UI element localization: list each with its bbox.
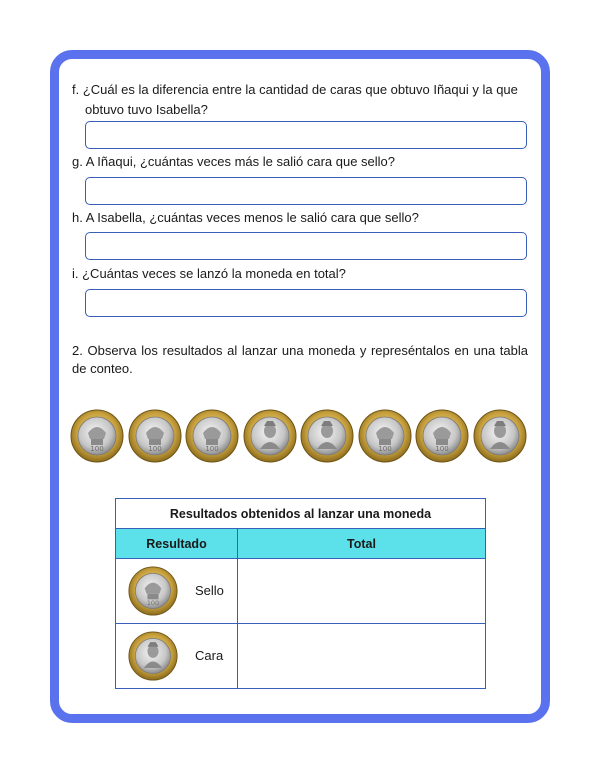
answer-box-h[interactable] <box>85 232 527 260</box>
question-f <box>72 80 528 120</box>
table-title: Resultados obtenidos al lanzar una moneda <box>116 499 486 529</box>
coin-sello-icon <box>128 409 182 463</box>
answer-box-i[interactable] <box>85 289 527 317</box>
question-g: g. A Iñaqui, ¿cuántas veces más le salió cara que sello? <box>72 154 396 169</box>
result-cell-sello <box>116 559 238 624</box>
answer-box-g[interactable] <box>85 177 527 205</box>
total-cell-cara[interactable] <box>238 624 486 689</box>
result-label-cara: Cara <box>195 648 224 663</box>
coin-sello-icon <box>185 409 239 463</box>
coin-cara-icon <box>473 409 527 463</box>
result-cell-cara <box>116 624 238 689</box>
question-f-text: f. ¿Cuál es la diferencia entre la cantidad de caras que obtuvo Iñaqui y la que <box>72 82 518 97</box>
column-header-result: Resultado <box>116 529 238 559</box>
result-label-sello: Sello <box>195 583 224 598</box>
coin-cara-icon <box>128 631 178 681</box>
coin-cara-icon <box>300 409 354 463</box>
question-i: i. ¿Cuántas veces se lanzó la moneda en total? <box>72 266 346 281</box>
question-f-continuation: obtuvo tuvo Isabella? <box>85 102 208 117</box>
exercise-2-instruction: 2. Observa los resultados al lanzar una moneda y represéntalos en una tabla de conteo. <box>72 343 528 376</box>
coin-sello-icon <box>128 566 178 616</box>
table-row-cara <box>116 624 486 689</box>
coin-sello-icon <box>415 409 469 463</box>
coin-sello-icon <box>70 409 124 463</box>
table-row-sello <box>116 559 486 624</box>
answer-box-f[interactable] <box>85 121 527 149</box>
tally-table <box>115 498 486 689</box>
coin-sello-icon <box>358 409 412 463</box>
question-h: h. A Isabella, ¿cuántas veces menos le salió cara que sello? <box>72 210 419 225</box>
column-header-total: Total <box>238 529 486 559</box>
coin-cara-icon <box>243 409 297 463</box>
coin-sequence <box>70 409 532 463</box>
total-cell-sello[interactable] <box>238 559 486 624</box>
